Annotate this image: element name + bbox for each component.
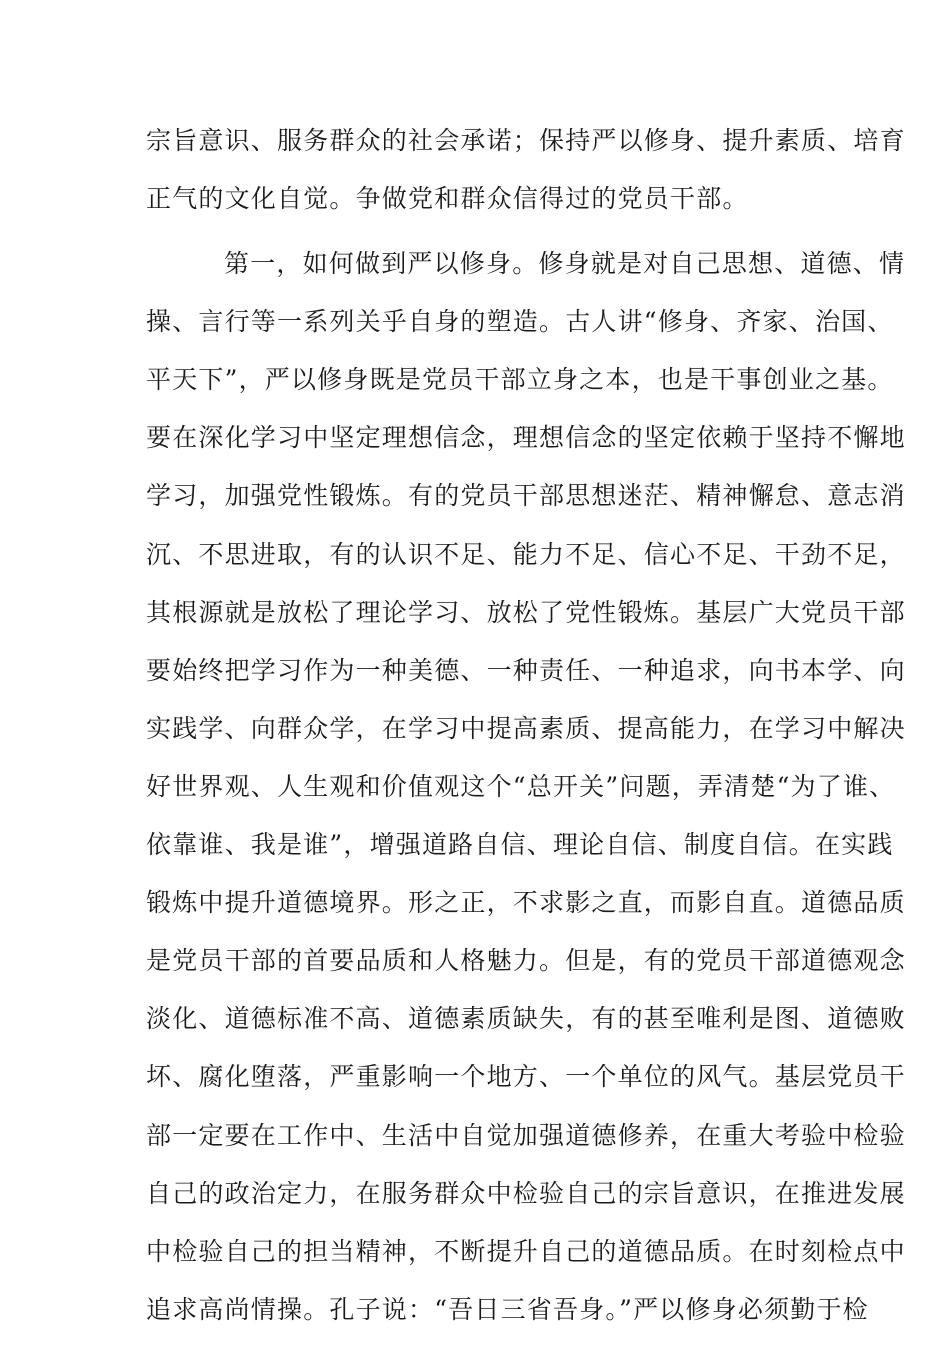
text-line: 沉、不思进取，有的认识不足、能力不足、信心不足、干劲不足， <box>146 539 906 569</box>
paragraph-first-line: 第一，如何做到严以修身。修身就是对自己思想、道德、情 <box>224 249 906 279</box>
text-line: 部一定要在工作中、生活中自觉加强道德修养，在重大考验中检验 <box>146 1120 906 1150</box>
text-line: 追求高尚情操。孔子说：“吾日三省吾身。”严以修身必须勤于检 <box>146 1294 869 1324</box>
text-line: 淡化、道德标准不高、道德素质缺失，有的甚至唯利是图、道德败 <box>146 1004 906 1034</box>
text-line: 正气的文化自觉。争做党和群众信得过的党员干部。 <box>146 184 749 214</box>
text-line: 学习，加强党性锻炼。有的党员干部思想迷茫、精神懈怠、意志消 <box>146 481 906 511</box>
text-line: 要始终把学习作为一种美德、一种责任、一种追求，向书本学、向 <box>146 655 906 685</box>
text-line: 平天下”，严以修身既是党员干部立身之本，也是干事创业之基。 <box>146 365 894 395</box>
text-line: 好世界观、人生观和价值观这个“总开关”问题，弄清楚“为了谁、 <box>146 771 896 801</box>
text-line: 是党员干部的首要品质和人格魅力。但是，有的党员干部道德观念 <box>146 946 906 976</box>
text-line: 其根源就是放松了理论学习、放松了党性锻炼。基层广大党员干部 <box>146 597 906 627</box>
text-line: 中检验自己的担当精神，不断提升自己的道德品质。在时刻检点中 <box>146 1236 906 1266</box>
text-line: 坏、腐化堕落，严重影响一个地方、一个单位的风气。基层党员干 <box>146 1062 906 1092</box>
text-line: 锻炼中提升道德境界。形之正，不求影之直，而影自直。道德品质 <box>146 888 906 918</box>
text-line: 依靠谁、我是谁”，增强道路自信、理论自信、制度自信。在实践 <box>146 830 894 860</box>
text-line: 宗旨意识、服务群众的社会承诺；保持严以修身、提升素质、培育 <box>146 126 906 155</box>
text-line: 操、言行等一系列关乎自身的塑造。古人讲“修身、齐家、治国、 <box>146 307 894 337</box>
text-line: 要在深化学习中坚定理想信念，理想信念的坚定依赖于坚持不懈地 <box>146 423 906 453</box>
text-line: 自己的政治定力，在服务群众中检验自己的宗旨意识，在推进发展 <box>146 1178 906 1208</box>
text-line: 实践学、向群众学，在学习中提高素质、提高能力，在学习中解决 <box>146 713 906 743</box>
body-text <box>146 126 906 1355</box>
